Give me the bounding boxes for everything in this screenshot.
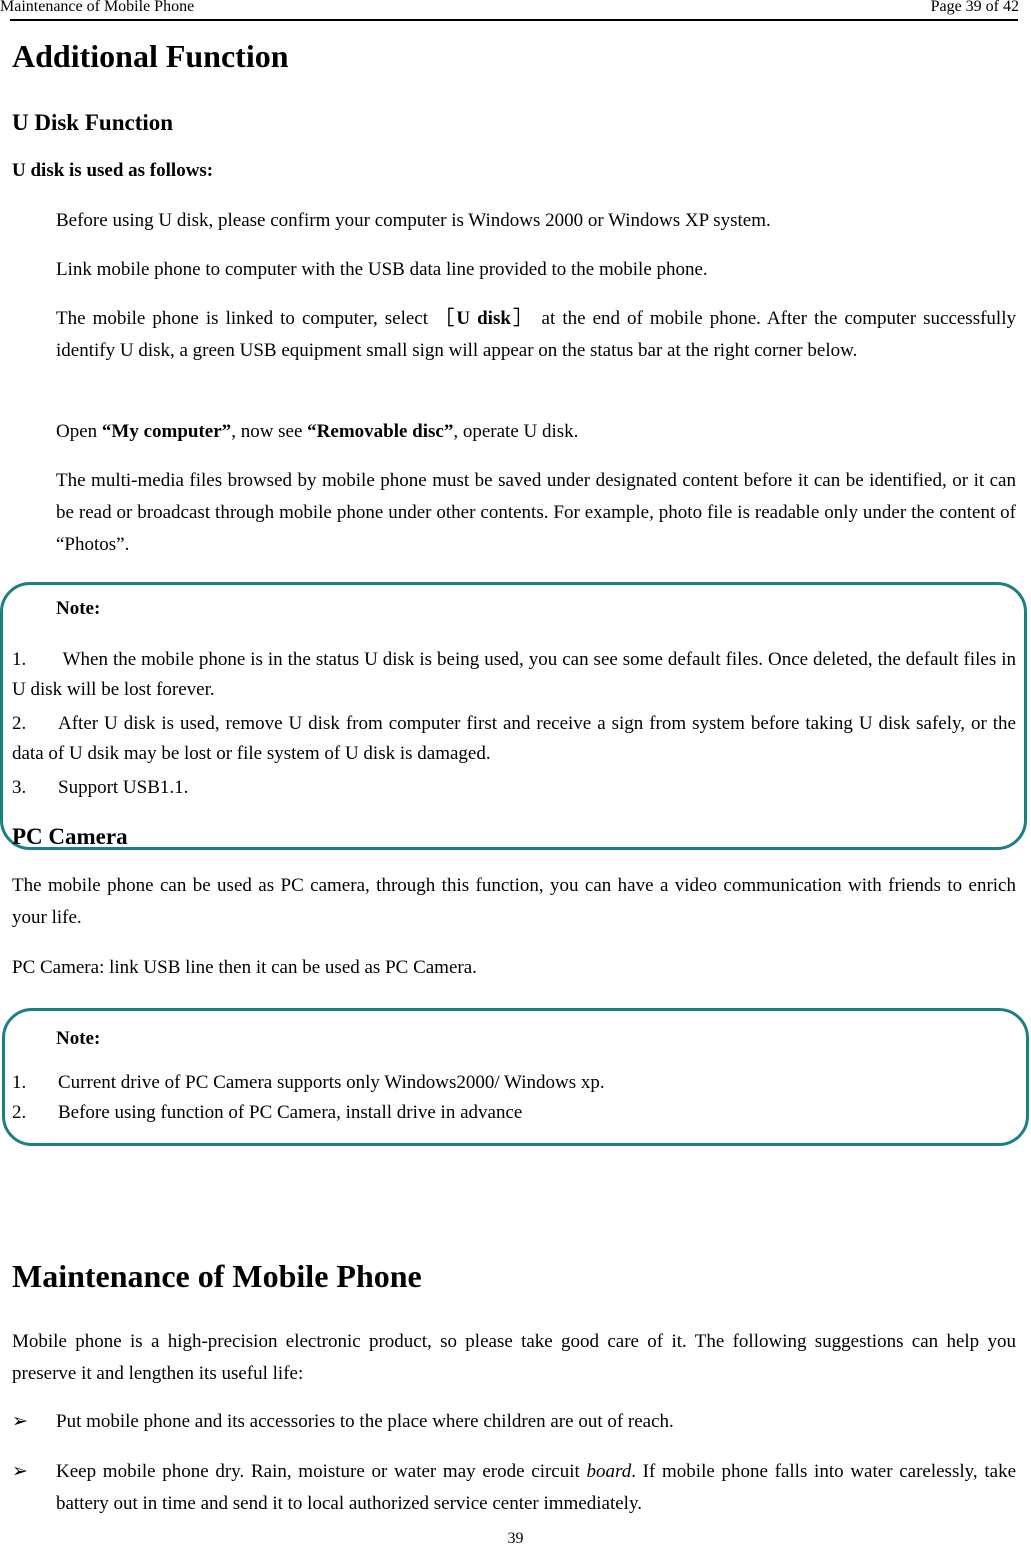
- maintenance-bullet-2: [12, 1456, 1016, 1520]
- u-disk-paragraph-2: Link mobile phone to computer with the USB data line provided to the mobile phone.: [56, 259, 708, 280]
- note-item-pc-camera-1: [12, 1068, 1016, 1098]
- note-item-text: When the mobile phone is in the status U disk is being used, you can see some default files. Once deleted, the default files in U disk will be lost forever.: [12, 649, 1016, 700]
- p3-text-c: at the end of mobile phone. After the computer successfully identify U disk, a green USB equipment small sign will appear on the status bar at the right corner below.: [56, 308, 1016, 361]
- note-item-u-disk-3: [12, 773, 1016, 803]
- p4-text-c: , now see: [231, 421, 308, 442]
- p4-removable-disc: “Removable disc”: [307, 421, 454, 442]
- arrow-bullet-icon: ➢: [12, 1411, 28, 1432]
- note-item-text: Before using function of PC Camera, install drive in advance: [58, 1102, 523, 1123]
- running-header-page: Page 39 of 42: [930, 0, 1019, 15]
- note-item-text: Current drive of PC Camera supports only Windows2000/ Windows xp.: [58, 1072, 605, 1093]
- u-disk-subtitle: U disk is used as follows:: [12, 160, 214, 181]
- note-item-text: After U disk is used, remove U disk from computer first and receive a sign from system before taking U disk safely, or the data of U dsik may be lost or file system of U disk is damaged.: [12, 713, 1016, 764]
- arrow-bullet-icon: ➢: [12, 1461, 28, 1482]
- note-item-number: 2.: [12, 713, 27, 734]
- note-item-number: 1.: [12, 1072, 27, 1093]
- header-rule: [10, 19, 1018, 21]
- u-disk-paragraph-5: The multi-media files browsed by mobile phone must be saved under designated content before it can be identified, or it can be read or broadcast through mobile phone under other contents. For example, photo file is readable only under the content of “Photos”.: [56, 470, 1016, 555]
- note-item-text: Support USB1.1.: [58, 777, 189, 798]
- note-item-number: 2.: [12, 1102, 27, 1123]
- p3-text-a: The mobile phone is linked to computer, select: [56, 308, 436, 329]
- section-title-additional-function: Additional Function: [12, 38, 289, 74]
- maintenance-intro: Mobile phone is a high-precision electronic product, so please take good care of it. The following suggestions can help you preserve it and lengthen its useful life:: [12, 1331, 1016, 1384]
- p4-text-e: , operate U disk.: [453, 421, 579, 442]
- section-title-maintenance: Maintenance of Mobile Phone: [12, 1258, 422, 1294]
- pc-camera-paragraph-1: The mobile phone can be used as PC camera, through this function, you can have a video communication with friends to enrich your life.: [12, 875, 1016, 928]
- running-header-title: Maintenance of Mobile Phone: [0, 0, 195, 15]
- maintenance-bullet-1: [12, 1406, 1016, 1438]
- note-item-u-disk-2: [12, 709, 1016, 769]
- b2-text-a: Keep mobile phone dry. Rain, moisture or water may erode circuit: [56, 1461, 587, 1482]
- p3-u-disk-option: ［U disk］: [435, 308, 535, 329]
- note-item-u-disk-1: [12, 645, 1016, 705]
- p4-my-computer: “My computer”: [101, 421, 232, 442]
- u-disk-paragraph-4: [56, 416, 1016, 448]
- note-item-number: 1.: [12, 649, 27, 670]
- note-item-number: 3.: [12, 777, 27, 798]
- u-disk-paragraph-1: Before using U disk, please confirm your computer is Windows 2000 or Windows XP system.: [56, 210, 771, 231]
- subsection-title-u-disk: U Disk Function: [12, 110, 174, 135]
- b2-text-c: . If mobile phone falls into water carelessly, take battery out in time and send it to local authorized service center immediately.: [56, 1461, 1016, 1514]
- u-disk-paragraph-3: [56, 303, 1016, 367]
- pc-camera-paragraph-2: PC Camera: link USB line then it can be used as PC Camera.: [12, 957, 477, 978]
- bullet-text: [56, 1456, 1016, 1520]
- p4-text-a: Open: [56, 421, 102, 442]
- subsection-title-pc-camera: PC Camera: [12, 824, 128, 849]
- note-label-pc-camera: Note:: [56, 1028, 101, 1049]
- b2-board: board: [586, 1461, 632, 1482]
- note-item-pc-camera-2: [12, 1098, 1016, 1128]
- page-number: 39: [507, 1530, 524, 1547]
- note-label-u-disk: Note:: [56, 598, 101, 619]
- bullet-text: Put mobile phone and its accessories to the place where children are out of reach.: [56, 1411, 674, 1432]
